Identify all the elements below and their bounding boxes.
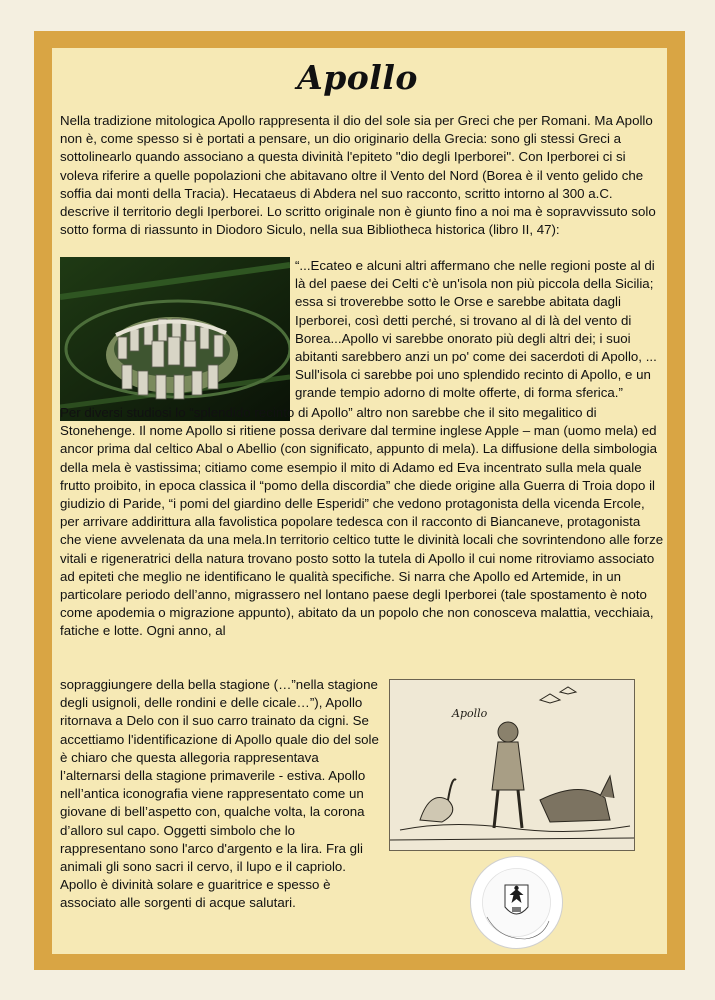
middle-paragraph — [60, 404, 664, 641]
middle-text: Per diversi studiosi lo “splendido recinto di Apollo” altro non sarebbe che il sito megalitico di Stonehenge. Il nome Apollo si ritiene possa derivare dal termine inglese Apple – man (uomo mela) ed ancor prima dal celtico Abal o Abellio (con significato, appunto di mela). La diffusione della simbologia della mela è vastissima; citiamo come esempio il mito di Adamo ed Eva incentrato sulla mela quale frutto proibito, in epoca classica il “pomo della discordia” che diede origine alla Guerra di Troia dopo il giudizio di Paride, “i pomi del giardino delle Esperidi” che vedono protagonista della vicenda Ercole, per arrivare addirittura alla favolistica popolare tedesca con il racconto di Biancaneve, protagonista che viene avvelenata da una mela.In territorio celtico tutte le divinità locali che sovrintendono alle forze vitali e rigeneratrici della natura trovano posto sotto la tutela di Apollo il cui nome ritroviamo associato ad epiteti che meglio ne identificano le qualità specifiche. Si narra che Apollo ed Artemide, in un particolare periodo dell’anno, migrassero nel lontano paese degli Iperborei (tale spostamento è noto come apodemia o migrazione appunto), abitato da un popolo che non conosceva malattia, vecchiaia, fatiche e lotte. Ogni anno, al — [60, 405, 664, 639]
page-title: Apollo — [297, 58, 418, 97]
intro-text: Nella tradizione mitologica Apollo rappresenta il dio del sole sia per Greci che per Romani. Ma Apollo non è, come spesso si è portati a pensare, un dio originario della Grecia: sono gli stessi Greci a sottolinearlo quando associano a questa divinità l'epiteto "dio degli Iperborei". Con Iperborei ci si voleva riferire a quelle popolazioni che abitavano oltre il Vento del Nord (Borea è il vento gelido che soffia dai monti della Tracia). Hecataeus di Abdera nel suo racconto, scritto intorno al 300 a.C. descrive il territorio degli Iperborei. Lo scritto originale non è giunto fino a noi ma è sopravvissuto solo sotto forma di riassunto in Diodoro Siculo, nella sua Bibliotheca historica (libro II, 47): — [60, 113, 656, 238]
quote-text: “...Ecateo e alcuni altri affermano che nelle regioni poste al di là del paese dei Celti c'è un'isola non più piccola della Sicilia; essa si troverebbe sotto le Orse e sarebbe abitata dagli Iperborei, così detti perché, si trovano al di là del vento di Borea...Apollo vi sarebbe onorato più degli altri dei; i suoi abitanti sarebbero anzi un po' come dei sacerdoti di Apollo, ... Sull'isola ci sarebbe poi uno splendido recinto di Apollo, e un grande tempio adorno di molte offerte, di forma sferica.” — [295, 258, 657, 401]
municipal-seal — [469, 855, 564, 950]
diodorus-quote — [295, 257, 668, 403]
closing-paragraph — [60, 676, 380, 913]
closing-text: sopraggiungere della bella stagione (…”nella stagione degli usignoli, delle rondini e delle cicale…”), Apollo ritornava a Delo con il suo carro trainato da cigni. Se accettiamo l'identificazione di Apollo quale dio del sole è chiaro che questa allegoria rappresentava l’alternarsi della stagione primaverile - estiva. Apollo nell’antica iconografia viene rappresentato come un giovane di bell’aspetto con, qualche volta, la corona d’alloro sul capo. Oggetti simbolo che lo rappresentano sono l'arco d'argento e la lira. Fra gli animali gli sono sacri il cervo, il lupo e il capriolo. Apollo è divinità solare e guaritrice e spesso è associato alle sorgenti di acque salutari. — [60, 677, 379, 911]
stonehenge-image — [60, 257, 290, 421]
apollo-engraving — [389, 679, 635, 851]
intro-paragraph — [60, 112, 664, 239]
engraving-label: Apollo — [452, 707, 488, 720]
